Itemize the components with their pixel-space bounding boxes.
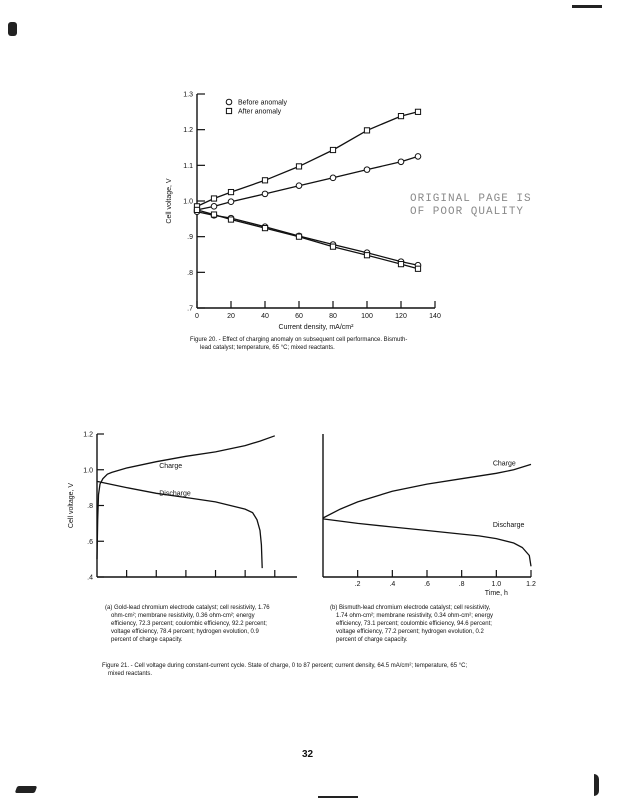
fig21a-discharge-label: Discharge — [159, 490, 191, 498]
fig20-marker-circle — [228, 199, 234, 205]
figure-21-caption-line-1: Figure 21. - Cell voltage during constant-current cycle. State of charge, 0 to 87 percent; current density, 64.5 mA/cm²; temperature, 65 °C; — [102, 663, 468, 669]
fig21b-x-tick-label: .2 — [354, 581, 361, 588]
fig20-marker-circle — [364, 167, 370, 173]
fig21a-charge-label: Charge — [159, 462, 183, 470]
caption-b-line-1: (b) Bismuth-lead chromium electrode catalyst; cell resistivity, — [330, 605, 491, 611]
scan-mark-top-left — [8, 22, 17, 36]
fig20-marker-square — [211, 212, 216, 217]
fig20-x-tick-label: 60 — [295, 313, 303, 320]
fig20-y-tick-label: 1.3 — [183, 91, 193, 99]
fig20-marker-square — [398, 262, 403, 267]
figure-21b-plot — [323, 434, 536, 597]
fig21b-x-tick-label: .4 — [389, 581, 396, 588]
scan-mark-top-right — [572, 5, 602, 8]
fig21b-discharge-label: Discharge — [492, 521, 525, 529]
caption-a-line-1: (a) Gold-lead chromium electrode catalyst; cell resistivity, 1.76 — [105, 605, 270, 611]
fig20-marker-square — [398, 114, 403, 119]
fig20-marker-square — [194, 207, 199, 212]
fig20-y-tick-label: .7 — [187, 305, 193, 313]
fig21a-y-tick-label: 1.0 — [83, 467, 93, 475]
fig21b-x-tick-label: 1.2 — [526, 581, 536, 588]
stamp-line-1: ORIGINAL PAGE IS — [410, 193, 532, 205]
figure-20-caption-line-1: Figure 20. - Effect of charging anomaly on subsequent cell performance. Bismuth- — [190, 337, 408, 343]
fig21a-y-tick-label: .8 — [87, 503, 93, 510]
figure-21-caption — [102, 662, 552, 678]
caption-b-line-4: voltage efficiency, 77.2 percent; hydrogen evolution, 0.2 — [336, 629, 484, 635]
fig20-y-tick-label: 1.1 — [183, 162, 193, 170]
fig20-marker-square — [296, 234, 301, 239]
caption-a-line-5: percent of charge capacity. — [111, 637, 183, 643]
fig20-marker-circle — [262, 191, 268, 197]
fig20-x-axis-label: Current density, mA/cm² — [278, 324, 354, 331]
caption-b-line-3: efficiency, 73.1 percent; coulombic efficiency, 94.6 percent; — [336, 621, 492, 627]
page-number: 32 — [302, 749, 314, 760]
fig21b-charge-label: Charge — [492, 460, 516, 468]
fig20-y-tick-label: .9 — [187, 234, 193, 242]
fig21b-x-tick-label: 1.0 — [491, 581, 502, 588]
figure-20-plot — [166, 92, 441, 332]
fig21a-y-tick-label: .4 — [87, 574, 93, 582]
fig20-marker-circle — [415, 154, 421, 160]
scan-mark-bottom-left — [15, 786, 38, 793]
fig20-x-tick-label: 20 — [227, 313, 235, 320]
caption-a-line-3: efficiency, 72.3 percent; coulombic efficiency, 92.2 percent; — [111, 621, 267, 627]
figure-21a-plot — [68, 432, 297, 582]
fig21b-curve-charge — [323, 464, 531, 518]
caption-b-line-2: 1.74 ohm-cm²; membrane resistivity, 0.34 ohm-cm²; energy — [336, 613, 493, 619]
fig21a-y-tick-label: 1.2 — [83, 431, 93, 439]
stamp-line-2: OF POOR QUALITY — [410, 206, 525, 218]
legend-before-anomaly: Before anomaly — [238, 99, 288, 107]
fig20-marker-square — [364, 253, 369, 258]
quality-stamp — [410, 193, 532, 219]
fig20-y-tick-label: 1.2 — [183, 127, 193, 135]
figure-21-caption-line-2: mixed reactants. — [108, 671, 153, 677]
fig20-marker-circle — [211, 204, 217, 210]
fig20-marker-square — [364, 128, 369, 133]
fig20-x-tick-label: 80 — [329, 313, 337, 320]
caption-b-line-5: percent of charge capacity. — [336, 637, 408, 643]
fig20-marker-circle — [398, 159, 404, 165]
fig20-x-tick-label: 0 — [195, 313, 199, 320]
fig21a-y-tick-label: .6 — [87, 538, 93, 546]
figure-21a-caption — [105, 604, 320, 644]
fig20-marker-square — [330, 244, 335, 249]
fig20-marker-square — [211, 196, 216, 201]
fig21b-x-tick-label: .8 — [458, 581, 465, 588]
fig20-marker-square — [415, 109, 420, 114]
legend-circle-marker — [226, 99, 232, 105]
fig20-x-tick-label: 120 — [395, 313, 407, 320]
fig20-x-tick-label: 40 — [261, 313, 269, 320]
fig20-marker-square — [228, 217, 233, 222]
fig20-marker-square — [415, 266, 420, 271]
fig20-marker-square — [330, 147, 335, 152]
legend-square-marker — [226, 108, 231, 113]
fig20-y-tick-label: 1.0 — [183, 198, 193, 206]
figure-21b-caption — [330, 604, 550, 644]
fig20-y-axis-label: Cell voltage, V — [166, 178, 173, 224]
scan-mark-bottom-center — [318, 796, 358, 798]
scan-mark-bottom-right — [594, 774, 599, 796]
fig20-y-tick-label: .8 — [187, 269, 193, 277]
caption-a-line-2: ohm-cm²; membrane resistivity, 0.36 ohm-cm²; energy — [111, 613, 255, 619]
legend-after-anomaly: After anomaly — [238, 108, 282, 116]
fig20-marker-square — [296, 164, 301, 169]
figure-20-caption — [190, 336, 407, 352]
caption-a-line-4: voltage efficiency, 78.4 percent; hydrogen evolution, 0.9 — [111, 629, 259, 635]
fig20-marker-circle — [330, 175, 336, 181]
fig21b-x-tick-label: .6 — [424, 581, 430, 588]
fig20-x-tick-label: 100 — [361, 313, 373, 320]
fig20-marker-square — [262, 178, 267, 183]
fig21a-y-axis-label: Cell voltage, V — [68, 482, 75, 529]
figure-20-caption-line-2: lead catalyst; temperature, 65 °C; mixed reactants. — [200, 345, 335, 351]
fig20-marker-square — [228, 189, 233, 194]
fig20-marker-circle — [296, 183, 302, 189]
fig21b-x-axis-label: Time, h — [484, 590, 508, 597]
fig20-marker-square — [262, 226, 267, 231]
fig20-x-tick-label: 140 — [429, 313, 441, 320]
